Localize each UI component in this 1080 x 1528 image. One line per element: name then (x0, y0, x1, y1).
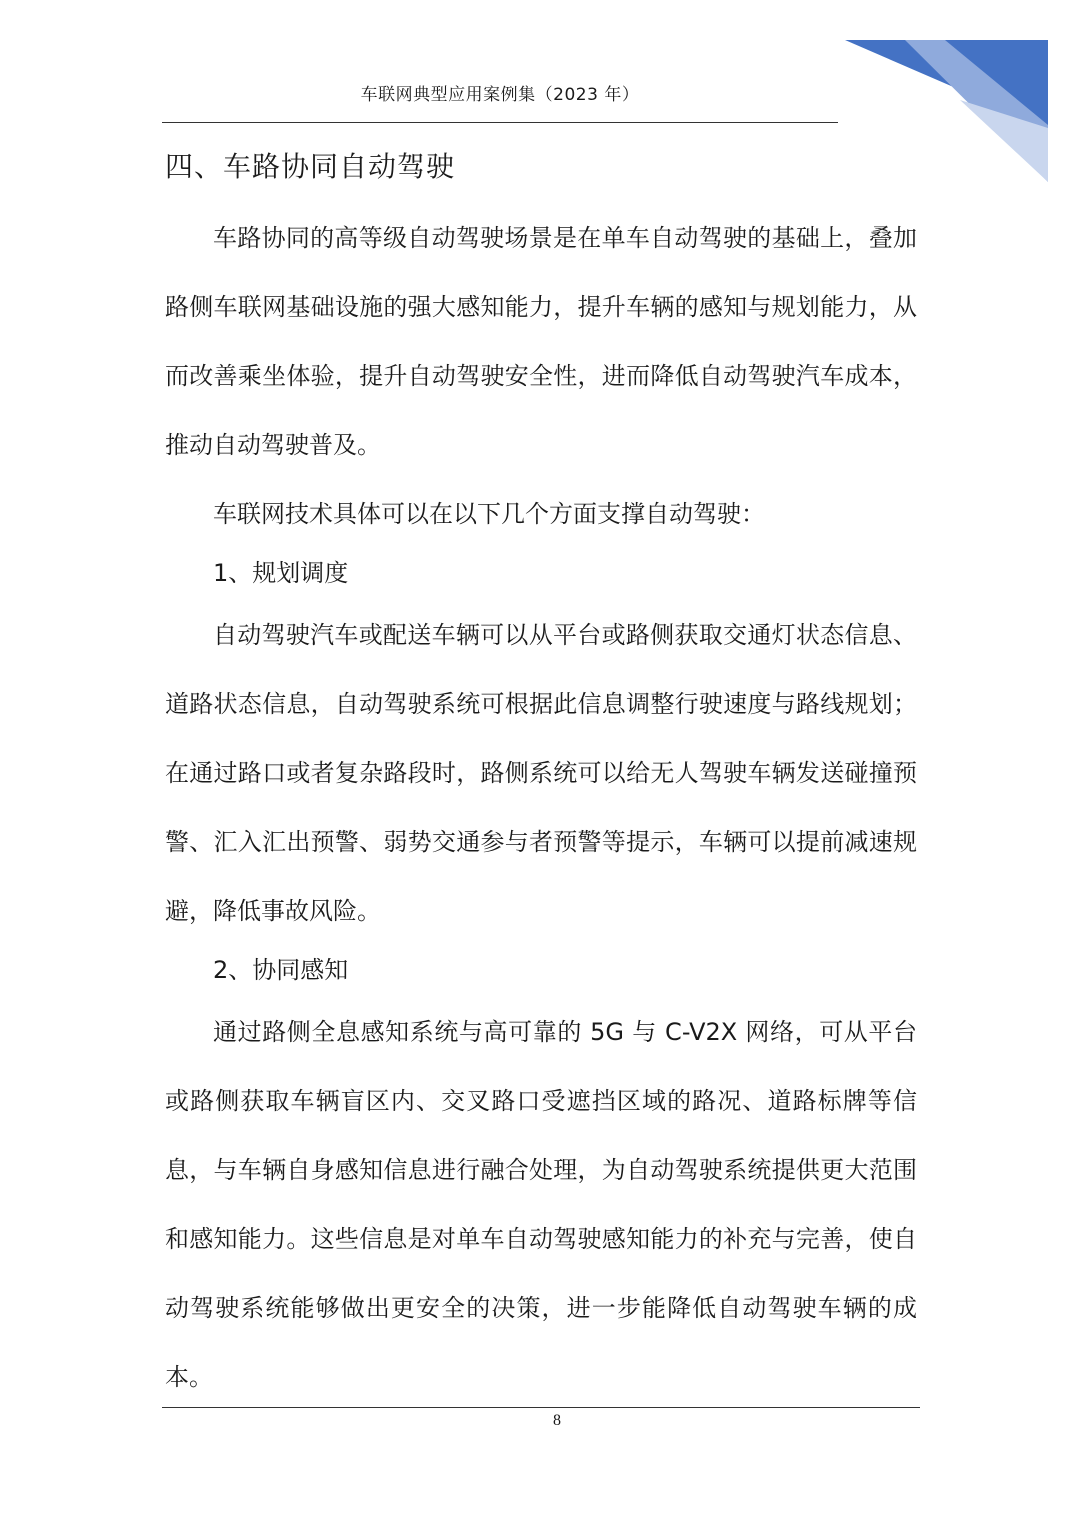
item-heading-planning: 1、规划调度 (213, 559, 349, 587)
header-rule (162, 122, 838, 123)
running-header: 车联网典型应用案例集（2023 年） (360, 85, 640, 105)
item-body-planning: 自动驾驶汽车或配送车辆可以从平台或路侧获取交通灯状态信息、道路状态信息，自动驾驶系统可根据此信息调整行驶速度与路线规划；在通过路口或者复杂路段时，路侧系统可以给无人驾驶车辆发送碰撞预警、汇入汇出预警、弱势交通参与者预警等提示，车辆可以提前减速规避，降低事故风险。 (165, 621, 917, 925)
section-title: 四、车路协同自动驾驶 (165, 150, 456, 183)
item-heading-perception: 2、协同感知 (213, 956, 349, 984)
page-number: 8 (553, 1412, 561, 1429)
lead-paragraph: 车联网技术具体可以在以下几个方面支撑自动驾驶： (213, 500, 765, 528)
item-body-perception: 通过路侧全息感知系统与高可靠的 5G 与 C-V2X 网络，可从平台或路侧获取车辆盲区内、交叉路口受遮挡区域的路况、道路标牌等信息，与车辆自身感知信息进行融合处理，为自动驾驶系统提供更大范围和感知能力。这些信息是对单车自动驾驶感知能力的补充与完善，使自动驾驶系统能够做出更安全的决策，进一步能降低自动驾驶车辆的成本。 (165, 1018, 917, 1391)
intro-paragraph: 车路协同的高等级自动驾驶场景是在单车自动驾驶的基础上，叠加路侧车联网基础设施的强大感知能力，提升车辆的感知与规划能力，从而改善乘坐体验，提升自动驾驶安全性，进而降低自动驾驶汽车成本，推动自动驾驶普及。 (165, 224, 917, 459)
footer-rule (162, 1407, 920, 1408)
